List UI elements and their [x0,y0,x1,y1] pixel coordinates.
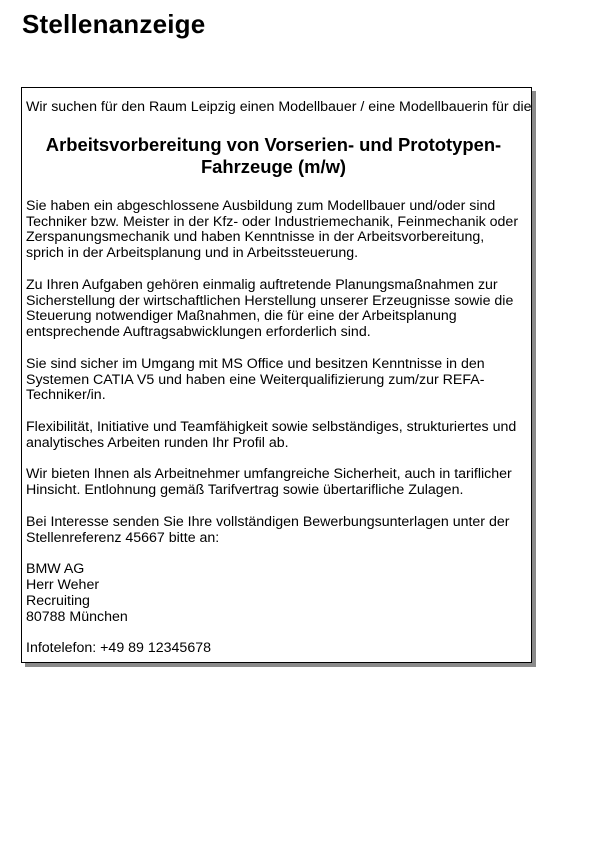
ad-headline [26,134,521,178]
ad-paragraph-skills: Sie sind sicher im Umgang mit MS Office und besitzen Kenntnisse in den Systemen CATIA V5 und haben eine Weiterqualifizierung zum/zur REFA-Techniker/in. [26,355,485,404]
ad-headline-line-1: Arbeitsvorbereitung von Vorserien- und Prototypen- [45,133,502,155]
address-company: BMW AG [26,561,85,578]
address-city: 80788 München [26,608,128,625]
page-title: Stellenanzeige [22,9,206,39]
ad-intro: Wir suchen für den Raum Leipzig einen Modellbauer / eine Modellbauerin für die [26,99,532,115]
ad-paragraph-offer: Wir bieten Ihnen als Arbeitnehmer umfangreiche Sicherheit, auch in tariflicher Hinsicht. Entlohnung gemäß Tarifvertrag sowie übertarifliche Zulagen. [26,466,512,499]
ad-paragraph-profile: Flexibilität, Initiative und Teamfähigkeit sowie selbständiges, strukturiertes und analytisches Arbeiten runden Ihr Profil ab. [26,418,517,451]
ad-paragraph-tasks: Zu Ihren Aufgaben gehören einmalig auftretende Planungsmaßnahmen zur Sicherstellung der wirtschaftlichen Herstellung unserer Erzeugnisse sowie die Steuerung notwendiger Maßnahmen, die für eine der Arbeitsplanung entsprechende Auftragsabwicklungen erforderlich sind. [26,276,514,341]
address-contact-person: Herr Weher [26,576,100,593]
ad-paragraph-qualifications: Sie haben ein abgeschlossene Ausbildung zum Modellbauer und/oder sind Techniker bzw. Meister in der Kfz- oder Industriemechanik, Feinmechanik oder Zerspanungsmechanik und haben Kenntnisse in der Arbeitsvorbereitung, sprich in der Arbeitsplanung und in Arbeitssteuerung. [26,197,519,262]
contact-address [26,562,521,625]
ad-headline-line-2: Fahrzeuge (m/w) [200,155,347,177]
job-ad-box [21,87,532,663]
info-phone: Infotelefon: +49 89 12345678 [26,640,211,657]
ad-paragraph-application: Bei Interesse senden Sie Ihre vollständigen Bewerbungsunterlagen unter der Stellenreferenz 45667 bitte an: [26,513,510,546]
address-department: Recruiting [26,592,90,609]
